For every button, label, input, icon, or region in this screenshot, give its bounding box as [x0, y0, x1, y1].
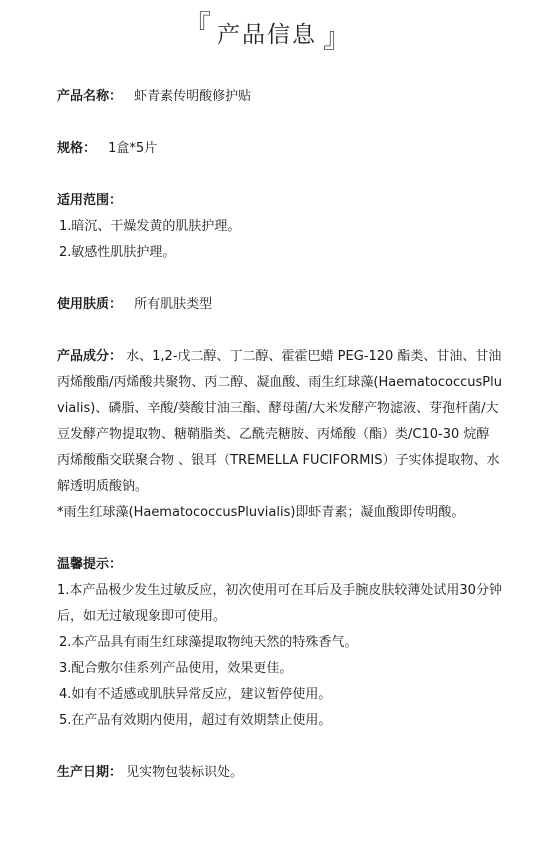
product-info: [57, 84, 502, 786]
production-date-label: 生产日期：: [57, 765, 123, 780]
scope-item: 2.敏感性肌肤护理。: [59, 245, 176, 260]
tip-item: 1.本产品极少发生过敏反应，初次使用可在耳后及手腕皮肤较薄处试用30分钟后，如无过敏现象即可使用。: [57, 583, 502, 624]
spec-label: 规格：: [57, 141, 97, 156]
product-name-value: 虾青素传明酸修护贴: [134, 89, 252, 104]
page-title: 产品信息: [217, 21, 317, 48]
ingredients-note: *雨生红球藻(HaematococcusPluvialis)即虾青素；凝血酸即传明酸。: [57, 505, 465, 520]
tip-item: 3.配合敷尔佳系列产品使用，效果更佳。: [59, 661, 293, 676]
right-bracket: 』: [323, 21, 352, 54]
skin-type-value: 所有肌肤类型: [134, 297, 213, 312]
ingredients-label: 产品成分：: [57, 349, 123, 364]
skin-type-row: [57, 292, 502, 318]
product-name-label: 产品名称：: [57, 89, 123, 104]
spec-row: [57, 136, 502, 162]
production-date-row: [57, 760, 502, 786]
scope-item: 1.暗沉、干燥发黄的肌肤护理。: [59, 219, 241, 234]
page-header: [0, 10, 534, 54]
tips-label: 温馨提示：: [57, 557, 123, 572]
tip-item: 2.本产品具有雨生红球藻提取物纯天然的特殊香气。: [59, 635, 358, 650]
ingredients-block: [57, 344, 502, 500]
tip-item: 4.如有不适感或肌肤异常反应，建议暂停使用。: [59, 687, 332, 702]
ingredients-value: 水、1,2-戊二醇、丁二醇、霍霍巴蜡 PEG-120 酯类、甘油、甘油丙烯酸酯/丙烯酸共聚物、丙二醇、凝血酸、雨生红球藻(HaematococcusPluvialis)、磷脂、辛酸/葵酸甘油三酯、酵母菌/大米发酵产物滤液、芽孢杆菌/大豆发酵产物提取物、糖鞘脂类、乙酰壳糖胺、丙烯酸（酯）类/C10-30 烷醇丙烯酸酯交联聚合物 、银耳（TREMELLA FUCIFORMIS）子实体提取物、水解透明质酸钠。: [57, 349, 502, 494]
tips-label-row: [57, 552, 502, 578]
left-bracket: 『: [182, 9, 211, 42]
production-date-value: 见实物包装标识处。: [126, 765, 244, 780]
skin-type-label: 使用肤质：: [57, 297, 123, 312]
product-name-row: [57, 84, 502, 110]
scope-label-row: [57, 188, 502, 214]
tip-item: 5.在产品有效期内使用，超过有效期禁止使用。: [59, 713, 332, 728]
spec-value: 1盒*5片: [108, 141, 158, 156]
scope-label: 适用范围：: [57, 193, 123, 208]
